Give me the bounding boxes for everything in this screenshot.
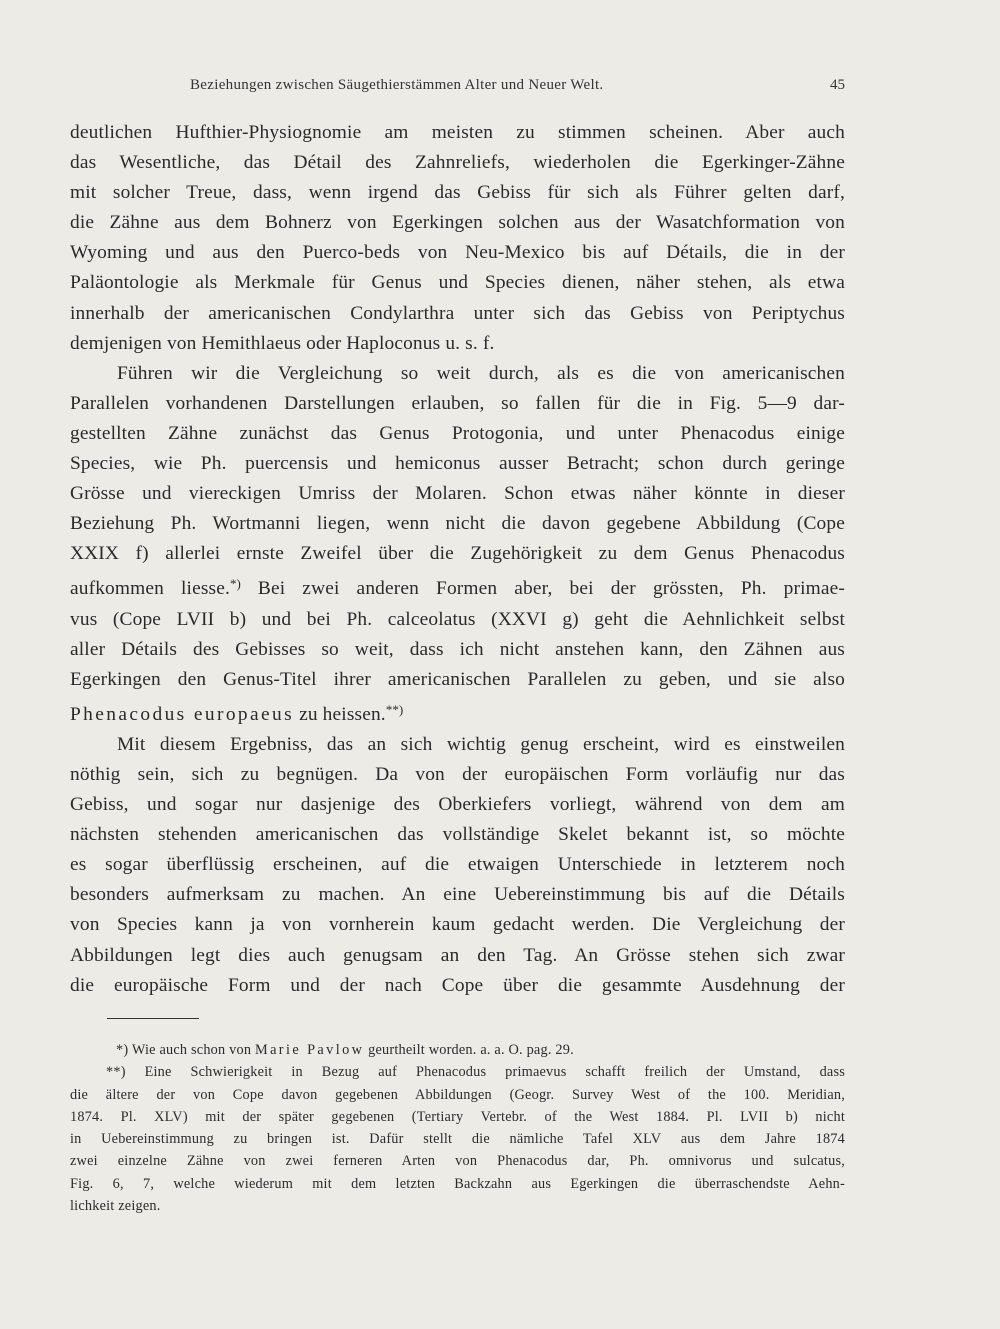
paragraph-1: [70, 118, 845, 359]
text-line: vus (Cope LVII b) und bei Ph. calceolatus (XXVI g) geht die Aehnlichkeit selbst: [70, 608, 845, 630]
text-line: nächsten stehenden americanischen das vollständige Skelet bekannt ist, so möchte: [70, 824, 845, 846]
text-line: Paläontologie als Merkmale für Genus und Species dienen, näher stehen, als etwa: [70, 272, 845, 294]
page-header: [70, 77, 845, 101]
text-line: besonders aufmerksam zu machen. An eine Uebereinstimmung bis auf die Détails: [70, 884, 845, 906]
text-segment: geurtheilt worden. a. a. O. pag. 29.: [364, 1042, 574, 1058]
spaced-author-name: Marie Pavlow: [254, 1042, 365, 1058]
text-line: Egerkingen den Genus-Titel ihrer americanischen Parallelen zu geben, und sie also: [70, 668, 845, 690]
text-line-with-footnote-mark: [70, 569, 845, 604]
page-number: 45: [830, 77, 845, 93]
text-line: Führen wir die Vergleichung so weit durch, als es die von americanischen: [117, 362, 845, 384]
text-line: innerhalb der americanischen Condylarthra unter sich das Gebiss von Periptychus: [70, 302, 845, 324]
text-line: die Zähne aus dem Bohnerz von Egerkingen solchen aus der Wasatchformation von: [70, 212, 845, 234]
running-title: Beziehungen zwischen Säugethierstämmen Alter und Neuer Welt.: [190, 77, 604, 93]
text-line: Abbildungen legt dies auch genugsam an den Tag. An Grösse stehen sich zwar: [70, 944, 845, 966]
text-line: Parallelen vorhandenen Darstellungen erlauben, so fallen für die in Fig. 5—9 dar-: [70, 392, 845, 414]
footnote-2-line: 1874. Pl. XLV) mit der später gegebenen (Tertiary Vertebr. of the West 1884. Pl. LVII b) nicht: [70, 1108, 845, 1125]
paragraph-2: [70, 359, 845, 730]
text-line-with-footnote-mark: [70, 695, 845, 730]
footnote-mark: *): [116, 1042, 129, 1058]
paragraph-3: [70, 730, 845, 1001]
text-segment: aufkommen liesse.: [70, 578, 230, 600]
footnote-mark: **): [106, 1064, 126, 1081]
spaced-species-name: Phenacodus europaeus: [70, 703, 295, 725]
text-line: das Wesentliche, das Détail des Zahnreliefs, wiederholen die Egerkinger-Zähne: [70, 152, 845, 174]
text-line: Grösse und viereckigen Umriss der Molaren. Schon etwas näher könnte in dieser: [70, 483, 845, 505]
text-segment: Wie auch schon von: [128, 1042, 255, 1058]
text-line: nöthig sein, sich zu begnügen. Da von der europäischen Form vorläufig nur das: [70, 763, 845, 785]
text-line: Species, wie Ph. puercensis und hemiconus ausser Betracht; schon durch geringe: [70, 453, 845, 475]
footnote-2-line: Fig. 6, 7, welche wiederum mit dem letzten Backzahn aus Egerkingen die überraschendste Aehn-: [70, 1175, 845, 1192]
text-line: aller Détails des Gebisses so weit, dass ich nicht anstehen kann, den Zähnen aus: [70, 638, 845, 660]
text-line: deutlichen Hufthier-Physiognomie am meisten zu stimmen scheinen. Aber auch: [70, 122, 845, 143]
footnote-2-line: in Uebereinstimmung zu bringen ist. Dafür stellt die nämliche Tafel XLV aus dem Jahre 1874: [70, 1131, 845, 1148]
text-segment: Eine Schwierigkeit in Bezug auf Phenacodus primaevus schafft freilich der Umstand, dass: [125, 1064, 845, 1081]
footnote-2-line: zwei einzelne Zähne von zwei ferneren Arten von Phenacodus dar, Ph. omnivorus und sulcatus,: [70, 1153, 845, 1170]
footnote-reference: *): [230, 576, 241, 592]
text-line: XXIX f) allerlei ernste Zweifel über die Zugehörigkeit zu dem Genus Phenacodus: [70, 543, 845, 565]
text-line: mit solcher Treue, dass, wenn irgend das Gebiss für sich als Führer gelten darf,: [70, 182, 845, 204]
text-line: die europäische Form und der nach Cope über die gesammte Ausdehnung der: [70, 974, 845, 996]
footnote-divider: [107, 1018, 199, 1019]
text-segment: Bei zwei anderen Formen aber, bei der grössten, Ph. primae-: [240, 578, 845, 600]
text-line: Beziehung Ph. Wortmanni liegen, wenn nicht die davon gegebene Abbildung (Cope: [70, 513, 845, 535]
footnote-reference: **): [385, 701, 404, 717]
main-text: [70, 118, 845, 1001]
text-line: Gebiss, und sogar nur dasjenige des Oberkiefers vorliegt, während von dem am: [70, 794, 845, 816]
footnote-2-line: lichkeit zeigen.: [70, 1198, 161, 1215]
text-line: Mit diesem Ergebniss, das an sich wichtig genug erscheint, wird es einstweilen: [117, 733, 845, 755]
text-line: von Species kann ja von vornherein kaum gedacht werden. Die Vergleichung der: [70, 914, 845, 936]
text-line: es sogar überflüssig erscheinen, auf die etwaigen Unterschiede in letzterem noch: [70, 854, 845, 876]
footnote-1: [70, 1039, 845, 1061]
footnotes: [70, 1039, 845, 1217]
text-line: demjenigen von Hemithlaeus oder Haploconus u. s. f.: [70, 332, 495, 354]
footnote-2-line: [70, 1061, 845, 1083]
text-line: Wyoming und aus den Puerco-beds von Neu-Mexico bis auf Détails, die in der: [70, 242, 845, 264]
text-segment: zu heissen.: [294, 703, 386, 725]
footnote-2-line: die ältere der von Cope davon gegebenen Abbildungen (Geogr. Survey West of the 100. Meridian,: [70, 1086, 845, 1103]
text-line: gestellten Zähne zunächst das Genus Protogonia, und unter Phenacodus einige: [70, 422, 845, 444]
